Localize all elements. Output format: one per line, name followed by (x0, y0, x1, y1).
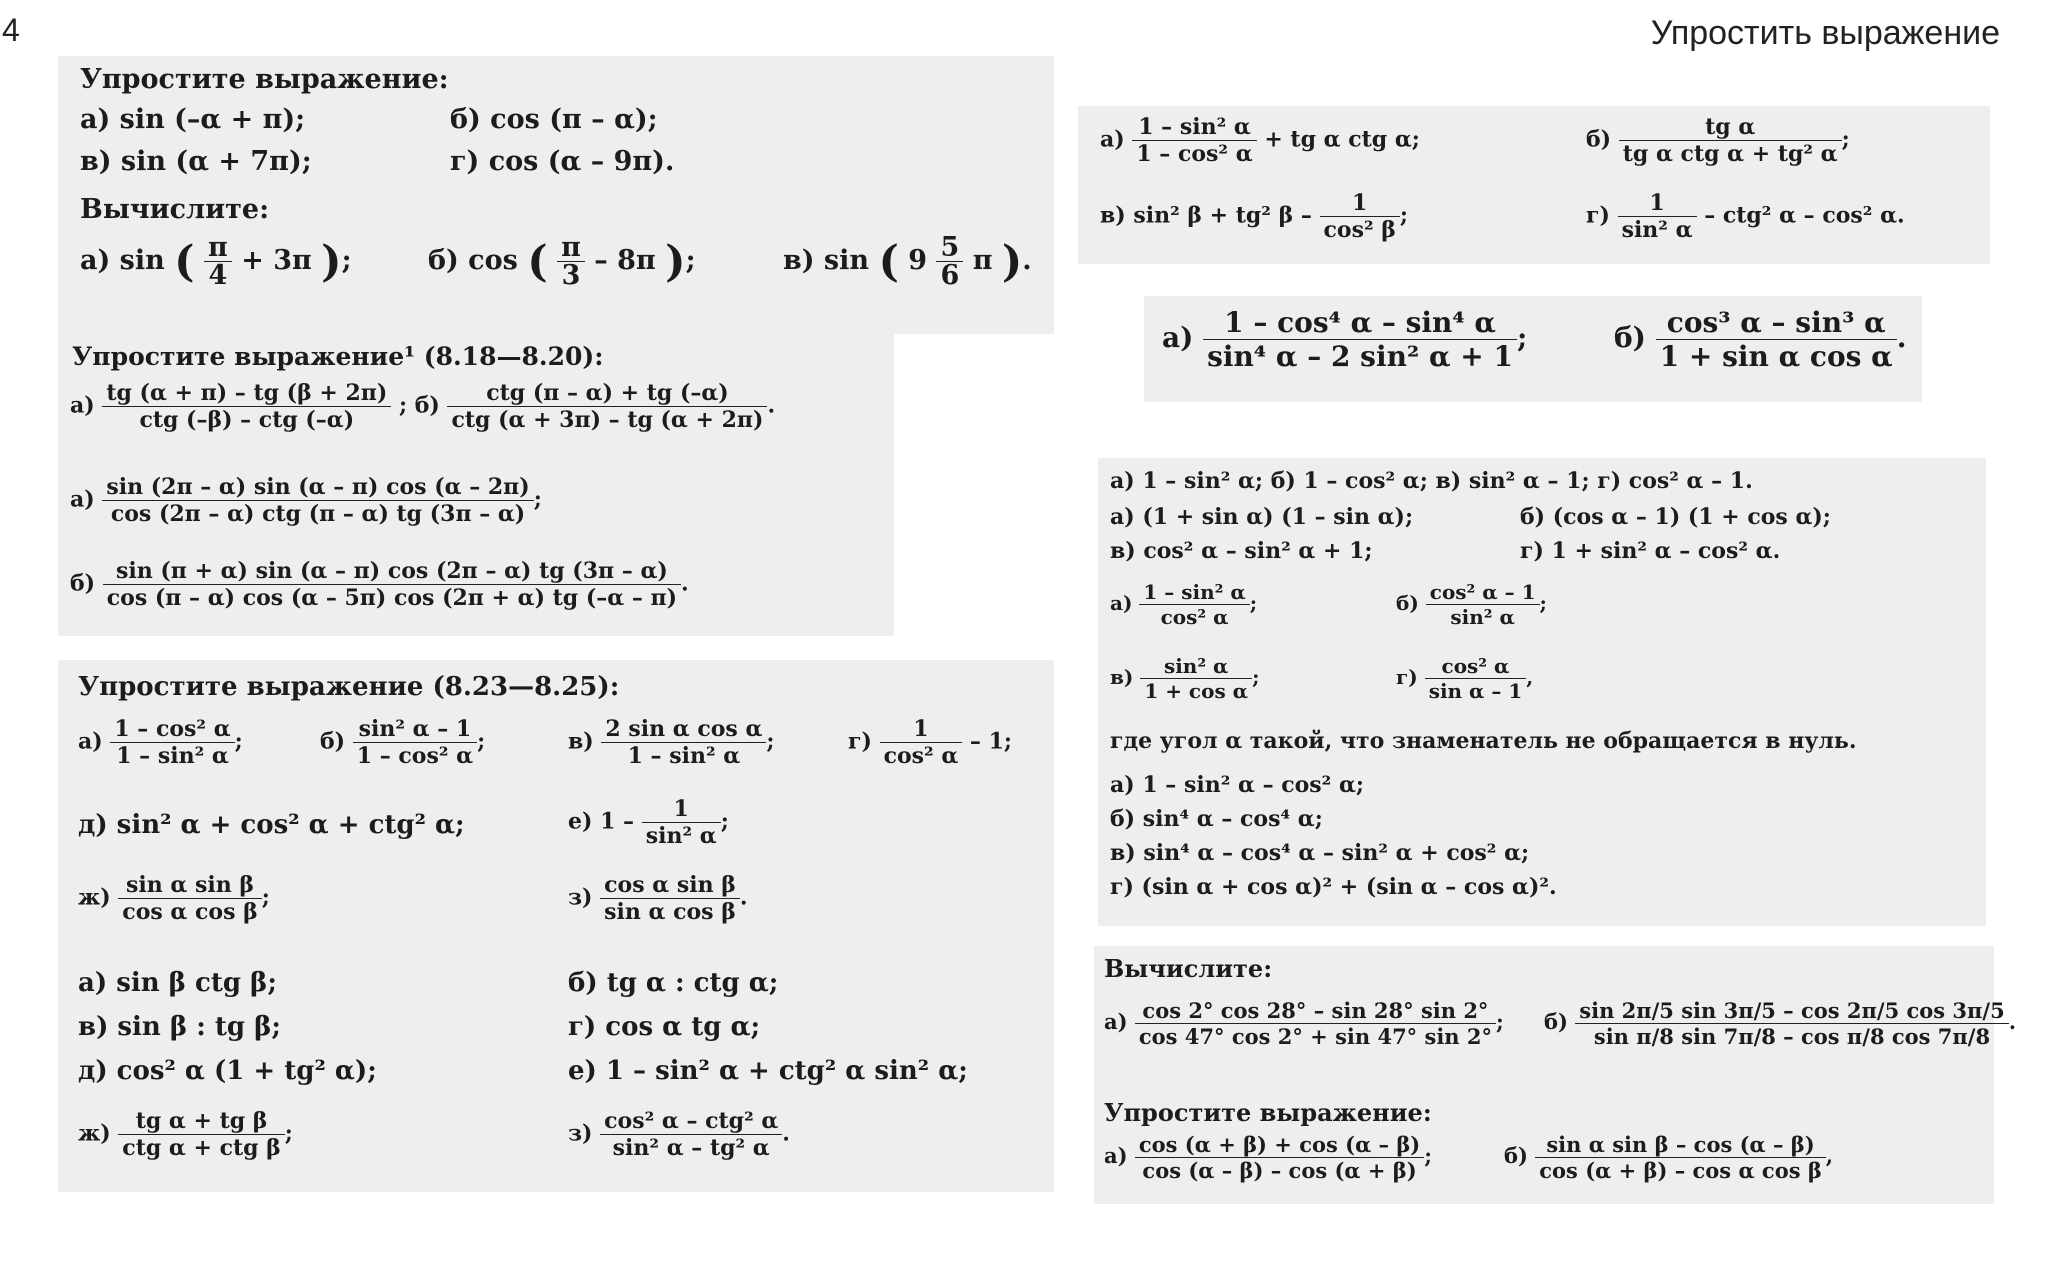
item-d: д) sin² α + cos² α + ctg² α; (78, 810, 465, 840)
label: г) (1586, 202, 1610, 229)
label: а) (1110, 591, 1133, 615)
row-2a: а) (1 + sin α) (1 – sin α); (1110, 504, 1414, 530)
frac-v: в) $\frac{\text{sin² α}}{\text{1 + cos α}}$ ; (1110, 654, 1260, 703)
simplify-a: а) $\frac{\cos (\alpha + \beta) + \cos (\alpha - \beta)}{\cos (\alpha - \beta) - \cos (\alpha + \beta)}$ ; (1104, 1132, 1432, 1183)
expr-g: г) (sin α + cos α)² + (sin α – cos α)². (1110, 874, 1557, 900)
item-e: е) 1 – $\frac{1}{\text{sin² α}}$ ; (568, 796, 729, 849)
item-g: г) cos (α – 9π). (450, 146, 675, 177)
compute-a: а) sin ( $\frac{\pi}{4}$ + 3π ); (80, 232, 352, 291)
denominator: cos (α + β) – cos α cos β (1539, 1158, 1822, 1183)
fraction (1426, 580, 1540, 629)
label: а) (78, 728, 103, 755)
fraction (601, 716, 766, 769)
rest: – 1; (969, 728, 1013, 755)
denominator: ctg (–β) – ctg (–α) (139, 407, 355, 433)
denominator: cos (α – β) – cos (α + β) (1142, 1158, 1417, 1183)
heading-compute: Вычислите: (80, 194, 270, 225)
item-b: б) $\frac{\text{cos³ α – sin³ α}}{\text{1 + sin α cos α}}$ . (1614, 306, 1907, 373)
expr-1: а) $\frac{tg (\alpha + \pi) - tg (\beta + 2\pi)}{\text{ctg (–β) – ctg (–α)}}$ ; б) $\frac{\text{ctg (π – α) + tg (–α)}}{\text{ctg (α + 3π) – tg (α + 2π)}}$ . (70, 380, 776, 433)
denominator: 1 – sin² α (116, 743, 229, 769)
numerator: sin α sin β – cos (α – β) (1535, 1132, 1826, 1158)
numerator: π (204, 234, 232, 262)
label: в) (1110, 665, 1134, 689)
expr-2: а) $\frac{\sin (2\pi - \alpha) \sin (\alpha - \pi) \cos (\alpha - 2\pi)}{\text{cos (2π – α) ctg (π – α) tg (3π – α)}}$ ; (70, 474, 542, 527)
label: в) (568, 728, 594, 755)
label: а) (1104, 1143, 1128, 1168)
fraction (1135, 998, 1496, 1049)
denominator: cos 47° cos 2° + sin 47° sin 2° (1138, 1024, 1492, 1049)
numerator: 1 (642, 796, 721, 823)
label: б) (1504, 1143, 1528, 1168)
fraction (936, 234, 963, 289)
label: б) (1544, 1009, 1568, 1034)
denominator: cos² β (1323, 217, 1396, 243)
label: з) (568, 1120, 593, 1147)
numerator: 2 sin α cos α (601, 716, 766, 743)
frac-g: г) $\frac{\text{cos² α}}{\text{sin α – 1}}$ , (1396, 654, 1534, 703)
label: а) (70, 392, 95, 419)
denominator: cos² α (883, 743, 959, 769)
fraction (1619, 114, 1842, 167)
denominator: sin α cos β (604, 899, 736, 925)
item-g (848, 716, 1012, 769)
label: б) (1396, 591, 1419, 615)
numerator: sin (π + α) sin (α – π) cos (2π – α) tg (3π – α) (103, 558, 681, 585)
fraction (557, 234, 585, 289)
exercise-panel-identities-2 (1144, 296, 1922, 402)
label: б) (320, 728, 346, 755)
numerator: cos² α – 1 (1426, 580, 1540, 605)
frac-b: б) $\frac{\text{cos² α – 1}}{\text{sin² α}}$ ; (1396, 580, 1547, 629)
label: з) (568, 884, 593, 911)
numerator: cos α sin β (600, 872, 740, 899)
compute-v-label: в) sin (783, 245, 870, 276)
rest: – ctg² α – cos² α. (1704, 202, 1905, 229)
page-title: Упростить выражение (1650, 14, 2000, 52)
item-zh: ж) $\frac{\text{sin α sin β}}{\text{cos α cos β}}$ ; (78, 872, 270, 925)
fraction (1656, 306, 1897, 373)
fraction (600, 1108, 782, 1161)
numerator: sin α sin β (118, 872, 261, 899)
numerator: tg α + tg β (118, 1108, 285, 1135)
item-a: а) $\frac{\text{1 – cos⁴ α – sin⁴ α}}{\text{sin⁴ α – 2 sin² α + 1}}$ ; (1162, 306, 1528, 373)
row-1: а) 1 – sin² α; б) 1 – cos² α; в) sin² α – 1; г) cos² α – 1. (1110, 468, 1753, 494)
denominator: 1 – cos² α (1136, 141, 1253, 167)
item-v: в) sin² β + tg² β – $\frac{1}{\text{cos² β}}$ ; (1100, 190, 1409, 243)
numerator: π (557, 234, 585, 262)
item-a: а) $\frac{\text{1 – cos² α}}{\text{1 – sin² α}}$ ; (78, 716, 243, 769)
denominator: tg α ctg α + tg² α (1622, 141, 1838, 167)
exercise-panel-compute (1094, 946, 2016, 1204)
item-b: б) $\frac{\text{sin² α – 1}}{\text{1 – cos² α}}$ ; (320, 716, 486, 769)
item-r6: е) 1 – sin² α + ctg² α sin² α; (568, 1056, 968, 1086)
item-b: б) $\frac{\text{tg α}}{\text{tg α ctg α + tg² α}}$ ; (1586, 114, 1850, 167)
fraction (118, 1108, 285, 1161)
label: б) (1614, 321, 1646, 354)
item-r1: а) sin β ctg β; (78, 968, 277, 998)
fraction (1139, 580, 1249, 629)
item-v: в) sin (α + 7π); (80, 146, 312, 177)
compute-b-rest: – 8π (594, 245, 656, 276)
label: е) 1 – (568, 808, 635, 835)
whole-part: 9 (908, 245, 928, 276)
fraction (1618, 190, 1697, 243)
numerator: cos³ α – sin³ α (1656, 306, 1897, 340)
denominator: cos² α (1160, 605, 1229, 629)
item-g (1586, 190, 1905, 243)
denominator: 3 (561, 260, 581, 291)
fraction (1535, 1132, 1826, 1183)
numerator: 1 – sin² α (1132, 114, 1256, 141)
item-r5: д) cos² α (1 + tg² α); (78, 1056, 377, 1086)
numerator: sin² α – 1 (353, 716, 477, 743)
item-z2: з) $\frac{\text{cos² α – ctg² α}}{\text{sin² α – tg² α}}$ . (568, 1108, 790, 1161)
numerator: cos 2° cos 28° – sin 28° sin 2° (1135, 998, 1496, 1024)
label: ж) (78, 1120, 111, 1147)
denominator: sin⁴ α – 2 sin² α + 1 (1207, 340, 1513, 373)
denominator: sin π/8 sin 7π/8 – cos π/8 cos 7π/8 (1593, 1024, 1991, 1049)
compute-v-rest: π (972, 245, 993, 276)
denominator: 1 + sin α cos α (1659, 340, 1893, 373)
label: а) (1104, 1009, 1128, 1034)
fraction (1135, 1132, 1424, 1183)
exercise-panel-8-18 (58, 334, 894, 636)
expr-v: в) sin⁴ α – cos⁴ α – sin² α + cos² α; (1110, 840, 1530, 866)
separator: ; б) (398, 392, 440, 419)
item-z: з) $\frac{\text{cos α sin β}}{\text{sin α cos β}}$ . (568, 872, 748, 925)
label: а) (1100, 126, 1125, 153)
heading-simplify: Упростите выражение: (80, 64, 449, 95)
fraction (1140, 654, 1252, 703)
numerator: tg α (1619, 114, 1842, 141)
expr-3: б) $\frac{\sin (\pi + \alpha) \sin (\alpha - \pi) \cos (2\pi - \alpha) tg (3\pi - \alpha)}{\cos (\pi - \alpha) \cos (\alpha - 5\pi) \cos (2\pi + \alpha) tg (-\alpha - \pi)}$ . (70, 558, 689, 611)
numerator: cos² α – ctg² α (600, 1108, 782, 1135)
compute-b-label: б) cos (428, 245, 518, 276)
label: а) (1162, 321, 1194, 354)
numerator: 1 (880, 716, 963, 743)
fraction (600, 872, 740, 925)
paren-close: ) (1001, 235, 1023, 287)
denominator: sin² α (1621, 217, 1693, 243)
fraction (1320, 190, 1400, 243)
denominator: 4 (208, 260, 228, 291)
fraction (880, 716, 963, 769)
exercise-panel-trig-reduction (58, 56, 1054, 334)
compute-a-label: а) sin (80, 245, 165, 276)
paren-close: ) (321, 235, 342, 287)
item-a: а) sin (–α + π); (80, 104, 306, 135)
fraction (642, 796, 721, 849)
denominator: cos (π – α) cos (α – 5π) cos (2π + α) tg (–α – π) (106, 585, 678, 611)
denominator: sin² α (1450, 605, 1515, 629)
compute-b: б) $\frac{\sin 2\pi/5 \sin 3\pi/5 - \cos 2\pi/5 \cos 3\pi/5}{\text{sin π/8 sin 7π/8 – cos π/8 cos 7π/8}}$ . (1544, 998, 2016, 1049)
row-2b: б) (cos α – 1) (1 + cos α); (1520, 504, 1831, 530)
heading-simplify-8-18: Упростите выражение¹ (8.18—8.20): (72, 342, 604, 371)
label: г) (848, 728, 872, 755)
item-zh2: ж) $\frac{\text{tg α + tg β}}{\text{ctg α + ctg β}}$ ; (78, 1108, 293, 1161)
label: в) sin² β + tg² β – (1100, 202, 1312, 229)
item-b: б) cos (π – α); (450, 104, 658, 135)
fraction (103, 558, 681, 611)
numerator: sin² α (1140, 654, 1252, 679)
fraction (102, 474, 533, 527)
numerator: cos² α (1425, 654, 1527, 679)
label: ж) (78, 884, 111, 911)
fraction (1132, 114, 1256, 167)
numerator: cos (α + β) + cos (α – β) (1135, 1132, 1424, 1158)
numerator: 1 (1618, 190, 1697, 217)
paren-close: ) (665, 235, 686, 287)
denominator: 1 + cos α (1144, 679, 1249, 703)
compute-b: б) cos ( $\frac{\pi}{3}$ – 8π ); (428, 232, 696, 291)
compute-a-rest: + 3π (241, 245, 312, 276)
simplify-b: б) $\frac{\text{sin α sin β – cos (α – β)}}{\text{cos (α + β) – cos α cos β}}$ , (1504, 1132, 1834, 1183)
row-3a: в) cos² α – sin² α + 1; (1110, 538, 1373, 564)
item-v: в) $\frac{\text{2 sin α cos α}}{\text{1 – sin² α}}$ ; (568, 716, 775, 769)
numerator: 5 (936, 234, 963, 262)
exercise-panel-identities-1 (1078, 106, 1990, 264)
note: где угол α такой, что знаменатель не обращается в нуль. (1110, 728, 1857, 754)
denominator: sin² α – tg² α (612, 1135, 770, 1161)
page-number: 4 (2, 12, 20, 48)
item-r3: в) sin β : tg β; (78, 1012, 281, 1042)
compute-v: в) sin ( 9 $\frac{5}{6}$ π ). (783, 232, 1032, 291)
fraction (1425, 654, 1527, 703)
fraction (447, 380, 767, 433)
numerator: tg (α + π) – tg (β + 2π) (102, 380, 391, 407)
denominator: 1 – sin² α (627, 743, 741, 769)
item-r2: б) tg α : ctg α; (568, 968, 779, 998)
denominator: sin α – 1 (1428, 679, 1523, 703)
denominator: cos (2π – α) ctg (π – α) tg (3π – α) (110, 501, 526, 527)
numerator: 1 – sin² α (1139, 580, 1249, 605)
heading-simplify: Упростите выражение: (1104, 1098, 1432, 1127)
denominator: ctg α + ctg β (122, 1135, 281, 1161)
numerator: ctg (π – α) + tg (–α) (447, 380, 767, 407)
numerator: sin (2π – α) sin (α – π) cos (α – 2π) (102, 474, 533, 501)
denominator: sin² α (645, 823, 717, 849)
numerator: sin 2π/5 sin 3π/5 – cos 2π/5 cos 3π/5 (1575, 998, 2008, 1024)
denominator: 1 – cos² α (356, 743, 474, 769)
row-3b: г) 1 + sin² α – cos² α. (1520, 538, 1781, 564)
fraction (353, 716, 477, 769)
paren-open: ( (878, 235, 899, 287)
fraction (204, 234, 232, 289)
fraction (118, 872, 261, 925)
rest: + tg α ctg α; (1264, 126, 1420, 153)
paren-open: ( (527, 235, 548, 287)
item-a (1100, 114, 1420, 167)
label: г) (1396, 665, 1418, 689)
fraction (110, 716, 234, 769)
denominator: cos α cos β (122, 899, 258, 925)
label: б) (1586, 126, 1612, 153)
fraction (102, 380, 391, 433)
heading-simplify-8-23: Упростите выражение (8.23—8.25): (78, 672, 620, 702)
fraction (1203, 306, 1517, 373)
heading-compute: Вычислите: (1104, 954, 1273, 983)
numerator: 1 – cos⁴ α – sin⁴ α (1203, 306, 1517, 340)
label: б) (70, 570, 96, 597)
item-r4: г) cos α tg α; (568, 1012, 761, 1042)
compute-a: а) $\frac{\cos 2^\circ \cos 28^\circ - \sin 28^\circ \sin 2^\circ}{\cos 47^\circ \cos 2^\circ + \sin 47^\circ \sin 2^\circ}$ ; (1104, 998, 1504, 1049)
exercise-panel-8-23 (58, 660, 1054, 1192)
frac-a: а) $\frac{\text{1 – sin² α}}{\text{cos² α}}$ ; (1110, 580, 1258, 629)
numerator: 1 (1320, 190, 1400, 217)
numerator: 1 – cos² α (110, 716, 234, 743)
expr-a: а) 1 – sin² α – cos² α; (1110, 772, 1365, 798)
denominator: 6 (940, 260, 960, 291)
denominator: ctg (α + 3π) – tg (α + 2π) (451, 407, 764, 433)
exercise-panel-factor (1098, 458, 1986, 926)
expr-b: б) sin⁴ α – cos⁴ α; (1110, 806, 1323, 832)
label: а) (70, 486, 95, 513)
paren-open: ( (174, 235, 195, 287)
fraction (1575, 998, 2008, 1049)
